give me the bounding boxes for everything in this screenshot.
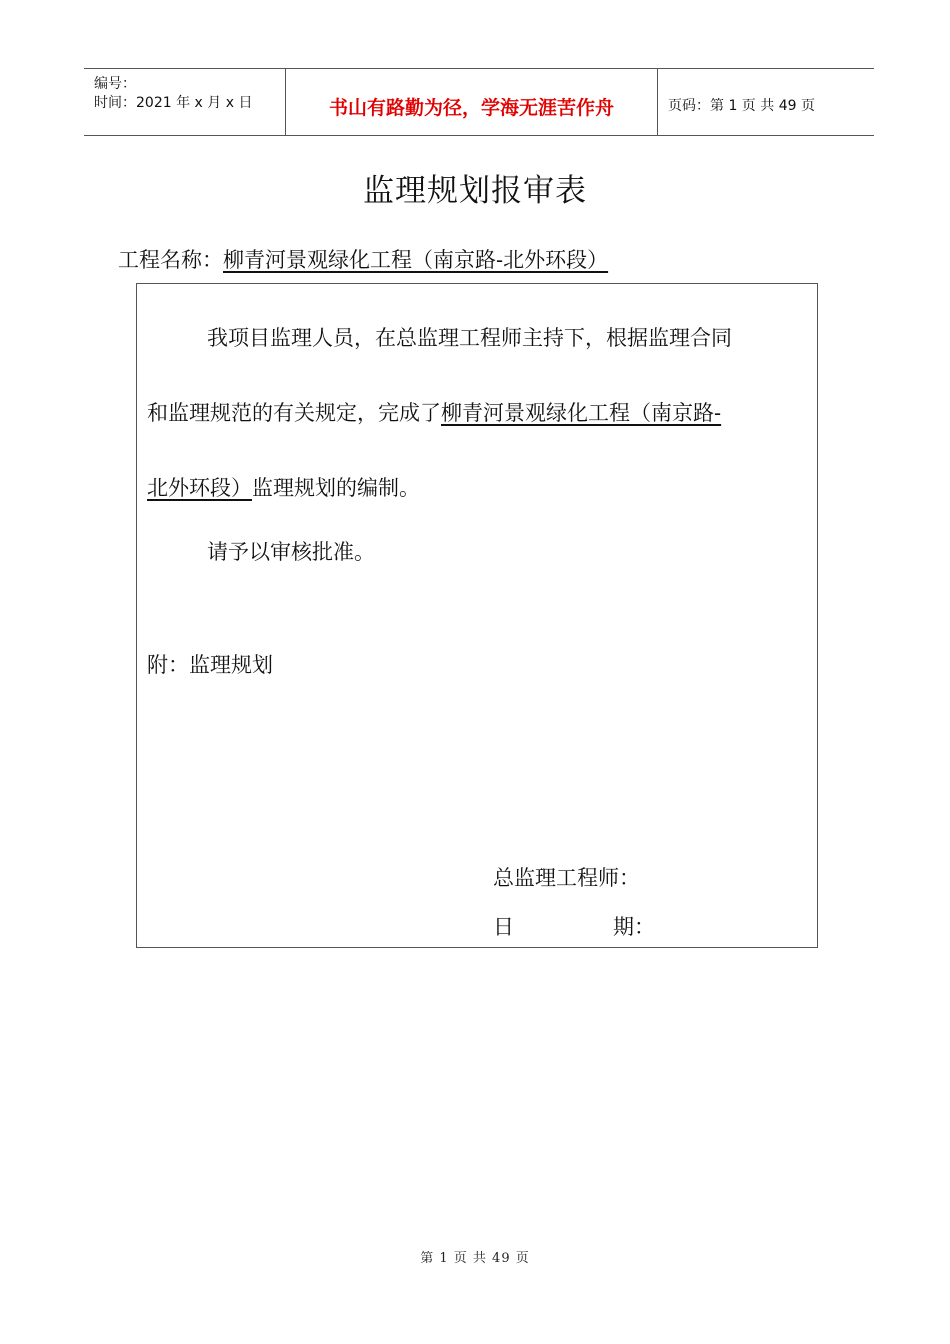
document-number-label: 编号： (94, 76, 136, 92)
body-line-3-project: 北外环段） (147, 476, 252, 500)
project-name-line (118, 244, 608, 274)
document-header (84, 68, 874, 136)
date-label-period: 期： (613, 915, 655, 939)
page-footer: 第 1 页 共 49 页 (420, 1251, 530, 1266)
body-line-3-suffix: 监理规划的编制。 (252, 476, 420, 500)
project-name-prefix: 工程名称： (118, 248, 223, 272)
body-line-2-project: 柳青河景观绿化工程（南京路- (441, 401, 722, 425)
chief-engineer-signature-label: 总监理工程师： (493, 866, 640, 890)
form-box (136, 283, 818, 948)
body-line-1: 我项目监理人员，在总监理工程师主持下，根据监理合同 (207, 326, 732, 350)
page-number-label: 页码：第 1 页 共 49 页 (668, 98, 815, 114)
attachment-line: 附：监理规划 (147, 653, 273, 677)
approval-request: 请予以审核批准。 (207, 540, 375, 564)
project-name-value: 柳青河景观绿化工程（南京路-北外环段） (223, 248, 609, 272)
body-line-3 (147, 472, 420, 502)
date-label-day: 日 (493, 915, 514, 939)
header-meta-cell (84, 69, 285, 135)
header-motto-cell (285, 69, 658, 135)
motto-text: 书山有路勤为径，学海无涯苦作舟 (328, 97, 614, 119)
page-title: 监理规划报审表 (363, 173, 587, 209)
body-line-2-prefix: 和监理规范的有关规定，完成了 (147, 401, 441, 425)
header-page-cell (658, 69, 874, 135)
document-time-label: 时间：2021 年 x 月 x 日 (94, 95, 253, 111)
body-line-2 (147, 397, 721, 427)
